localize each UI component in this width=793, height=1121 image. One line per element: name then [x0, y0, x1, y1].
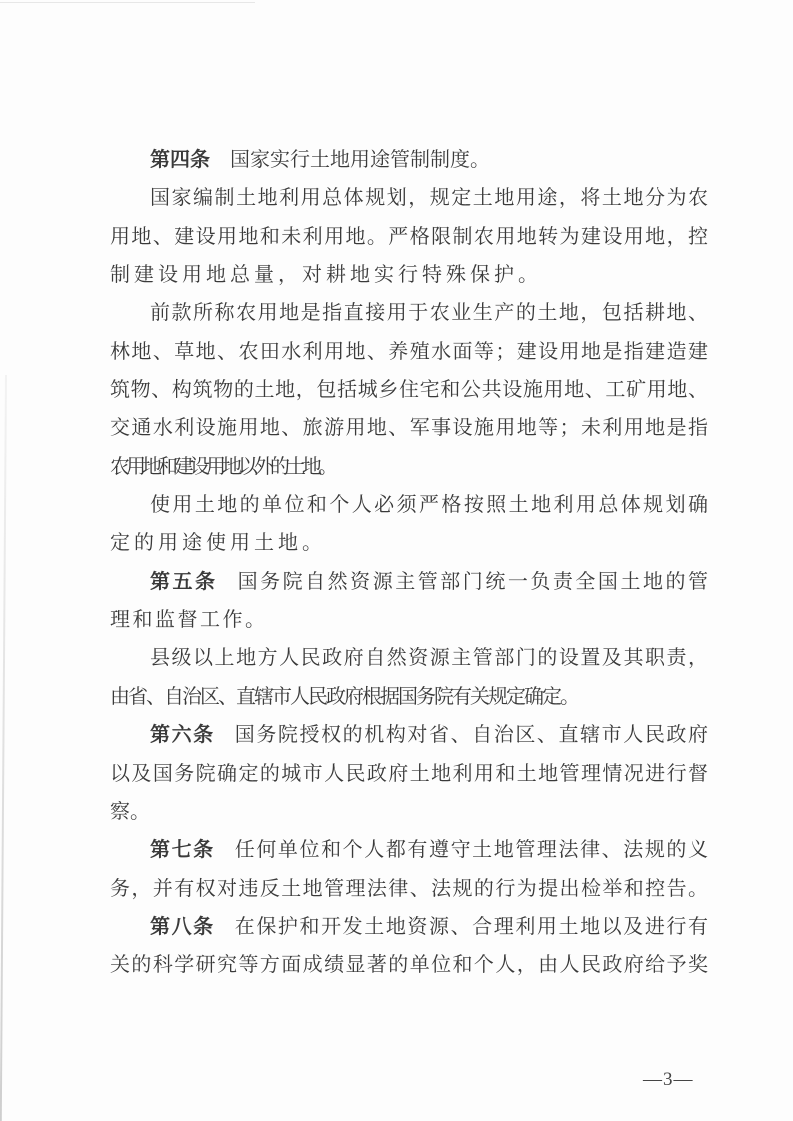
- text-line: [110, 793, 708, 831]
- line-text: 用地、建设用地和未利用地。严格限制农用地转为建设用地，控: [110, 225, 708, 248]
- text-line: [110, 908, 708, 946]
- text-line: [110, 946, 708, 984]
- article-number: 第四条: [150, 149, 210, 171]
- line-text: 交通水利设施用地、旅游用地、军事设施用地等；未利用地是指: [110, 417, 708, 440]
- scan-top-edge-artifact: [0, 2, 255, 3]
- line-text: 理和监督工作。: [110, 609, 268, 632]
- line-text: 国务院授权的机构对省、自治区、直辖市人民政府: [234, 724, 708, 747]
- text-line: [110, 563, 708, 601]
- line-text: 制建设用地总量，对耕地实行特殊保护。: [110, 264, 542, 287]
- line-text: 定的用途使用土地。: [110, 532, 326, 555]
- line-text: 使用土地的单位和个人必须严格按照土地利用总体规划确: [150, 494, 708, 517]
- text-line: [110, 179, 708, 217]
- line-text: 以及国务院确定的城市人民政府土地利用和土地管理情况进行督: [110, 762, 708, 785]
- scan-left-edge-artifact: [0, 375, 7, 1121]
- line-text: 林地、草地、农田水利用地、养殖水面等；建设用地是指建造建: [110, 340, 708, 363]
- text-line: [110, 755, 708, 793]
- line-text: 农用地和建设用地以外的土地。: [110, 455, 334, 478]
- line-text: 前款所称农用地是指直接用于农业生产的土地，包括耕地、: [150, 302, 708, 325]
- text-line: [110, 371, 708, 409]
- text-line: [110, 716, 708, 754]
- line-text: 任何单位和个人都有遵守土地管理法律、法规的义: [234, 839, 708, 862]
- body-text: [110, 141, 708, 985]
- line-text: 察。: [110, 800, 150, 823]
- article-number: 第八条: [150, 915, 215, 938]
- text-line: [110, 831, 708, 869]
- page-number: —3—: [643, 1069, 694, 1090]
- text-line: [110, 639, 708, 677]
- line-text: 务，并有权对违反土地管理法律、法规的行为提出检举和控告。: [110, 877, 708, 900]
- article-number: 第五条: [150, 570, 218, 593]
- text-line: [110, 601, 708, 639]
- text-line: [110, 333, 708, 371]
- line-text: 关的科学研究等方面成绩显著的单位和个人，由人民政府给予奖: [110, 954, 708, 977]
- line-text: 县级以上地方人民政府自然资源主管部门的设置及其职责，: [150, 647, 708, 670]
- text-line: [110, 524, 708, 562]
- text-line: [110, 141, 708, 179]
- line-text: 在保护和开发土地资源、合理利用土地以及进行有: [234, 915, 708, 938]
- article-number: 第六条: [150, 724, 215, 747]
- text-line: [110, 256, 708, 294]
- article-number: 第七条: [150, 839, 215, 862]
- text-line: [110, 448, 708, 486]
- text-line: [110, 870, 708, 908]
- line-text: 国家编制土地利用总体规划，规定土地用途，将土地分为农: [150, 187, 708, 210]
- text-line: [110, 294, 708, 332]
- text-line: [110, 678, 708, 716]
- text-line: [110, 409, 708, 447]
- line-text: 国务院自然资源主管部门统一负责全国土地的管: [237, 570, 709, 593]
- text-line: [110, 486, 708, 524]
- line-text: 由省、自治区、直辖市人民政府根据国务院有关规定确定。: [110, 685, 578, 708]
- line-text: 筑物、构筑物的土地，包括城乡住宅和公共设施用地、工矿用地、: [110, 379, 708, 402]
- text-line: [110, 218, 708, 256]
- line-text: 国家实行土地用途管制制度。: [230, 149, 490, 171]
